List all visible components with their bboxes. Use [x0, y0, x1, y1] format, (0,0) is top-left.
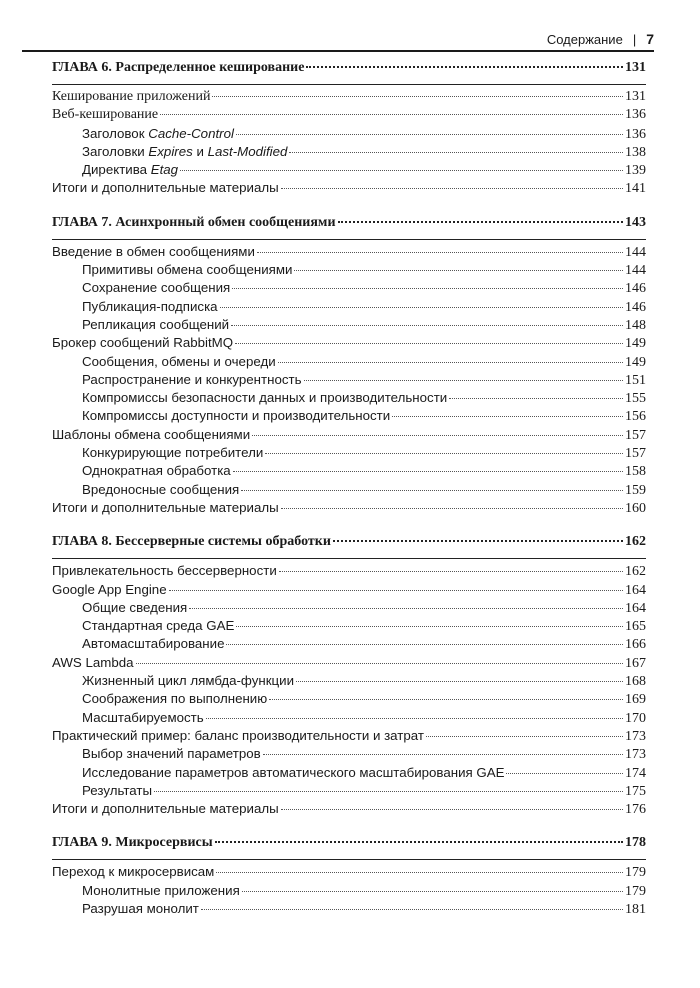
dot-leader [235, 343, 623, 344]
dot-leader [294, 270, 623, 271]
chapter-heading[interactable] [52, 215, 646, 235]
dot-leader [160, 114, 623, 115]
toc-subsection[interactable] [52, 162, 646, 180]
toc-subsection[interactable] [52, 390, 646, 408]
toc-section[interactable] [52, 107, 646, 125]
chapter-title: ГЛАВА 8. Бессерверные системы обработки [52, 534, 331, 550]
entry-title: Google App Engine [52, 581, 167, 597]
chapter-title: ГЛАВА 7. Асинхронный обмен сообщениями [52, 214, 336, 230]
dot-leader [154, 791, 623, 792]
dot-leader [242, 891, 623, 892]
entry-title: Выбор значений параметров [82, 746, 261, 762]
entry-page: 166 [625, 637, 646, 653]
entry-title: Итоги и дополнительные материалы [52, 801, 279, 817]
entry-title: Компромиссы доступности и производительности [82, 408, 391, 424]
toc-subsection[interactable] [52, 299, 646, 317]
dot-leader [216, 872, 623, 873]
dot-leader [169, 590, 623, 591]
toc-subsection[interactable] [52, 280, 646, 298]
entry-title: Компромиссы безопасности данных и производительности [82, 390, 448, 406]
entry-title-italic: Expires [148, 143, 193, 159]
toc-subsection[interactable] [52, 673, 646, 691]
entry-page: 144 [625, 244, 646, 260]
toc-subsection[interactable] [52, 765, 646, 783]
chapter-page: 143 [625, 214, 646, 230]
dot-leader [236, 134, 623, 135]
dot-leader [281, 809, 623, 810]
toc-section[interactable] [52, 500, 646, 518]
entry-page: 139 [625, 163, 646, 179]
toc-subsection[interactable] [52, 445, 646, 463]
entry-page: 176 [625, 802, 646, 818]
dot-leader [333, 540, 623, 542]
toc-section[interactable] [52, 728, 646, 746]
entry-title: Соображения по выполнению [82, 691, 268, 707]
page-number: 7 [646, 31, 654, 47]
entry-title: Сообщения, обмены и очереди [82, 353, 276, 369]
entry-page: 162 [625, 564, 646, 580]
toc-subsection[interactable] [52, 783, 646, 801]
entry-title [82, 144, 287, 159]
entry-title: Веб-кеширование [52, 107, 159, 123]
toc-section[interactable] [52, 89, 646, 107]
entry-page: 179 [625, 883, 646, 899]
toc-section[interactable] [52, 801, 646, 819]
entry-title: Автомасштабирование [82, 636, 225, 652]
toc-subsection[interactable] [52, 710, 646, 728]
entry-page: 149 [625, 354, 646, 370]
dot-leader [233, 471, 623, 472]
toc-subsection[interactable] [52, 126, 646, 144]
chapter-heading[interactable] [52, 835, 646, 855]
entry-page: 158 [625, 464, 646, 480]
entry-title: Кеширование приложений [52, 89, 211, 104]
dot-leader [269, 699, 623, 700]
dot-leader [304, 380, 623, 381]
entry-page: 165 [625, 619, 646, 635]
entry-page: 141 [625, 181, 646, 197]
entry-page: 175 [625, 783, 646, 799]
dot-leader [265, 453, 623, 454]
dot-leader [232, 288, 623, 289]
header-separator: | [632, 32, 637, 47]
entry-page: 157 [625, 427, 646, 443]
dot-leader [201, 909, 623, 910]
entry-page: 131 [625, 89, 646, 104]
entry-title: Брокер сообщений RabbitMQ [52, 335, 234, 351]
entry-page: 173 [625, 747, 646, 763]
dot-leader [226, 644, 623, 645]
dot-leader [241, 490, 623, 491]
dot-leader [506, 773, 623, 774]
toc-section[interactable] [52, 864, 646, 882]
toc-subsection[interactable] [52, 600, 646, 618]
toc-subsection[interactable] [52, 691, 646, 709]
entry-page: 156 [625, 409, 646, 425]
toc-section[interactable] [52, 427, 646, 445]
dot-leader [278, 362, 623, 363]
entry-title: Распространение и конкурентность [82, 371, 302, 387]
dot-leader [236, 626, 623, 627]
entry-title: Практический пример: баланс производительности и затрат [52, 727, 424, 743]
entry-title: Публикация-подписка [82, 298, 218, 314]
entry-page: 138 [625, 144, 646, 160]
entry-page: 167 [625, 655, 646, 671]
chapter-rule [52, 558, 646, 559]
entry-title: Сохранение сообщения [82, 280, 231, 296]
entry-title: Жизненный цикл лямбда-функции [82, 673, 294, 689]
entry-page: 146 [625, 299, 646, 315]
dot-leader [306, 66, 623, 68]
entry-title: Исследование параметров автоматического масштабирования GAE [82, 764, 505, 780]
chapter-rule [52, 239, 646, 240]
dot-leader [281, 508, 623, 509]
entry-page: 159 [625, 482, 646, 498]
entry-page: 168 [625, 674, 646, 690]
dot-leader [252, 435, 623, 436]
toc-subsection[interactable] [52, 618, 646, 636]
entry-title-italic: Etag [150, 162, 179, 178]
toc-subsection[interactable] [52, 636, 646, 654]
chapter-page: 131 [625, 60, 646, 75]
dot-leader [296, 681, 623, 682]
chapter-page: 178 [625, 835, 646, 851]
dot-leader [180, 170, 623, 171]
entry-title-part: и [192, 143, 208, 159]
chapter-gap [52, 819, 646, 835]
toc-section[interactable] [52, 335, 646, 353]
dot-leader [289, 152, 623, 153]
toc-subsection[interactable] [52, 482, 646, 500]
entry-page: 144 [625, 263, 646, 279]
toc-subsection[interactable] [52, 463, 646, 481]
dot-leader [212, 96, 623, 97]
toc-subsection[interactable] [52, 901, 646, 919]
entry-title: Репликация сообщений [82, 316, 230, 332]
toc-subsection[interactable] [52, 372, 646, 390]
dot-leader [206, 718, 623, 719]
entry-title: Введение в обмен сообщениями [52, 243, 255, 259]
entry-title-part: Директива [82, 162, 151, 178]
dot-leader [279, 571, 623, 572]
entry-title: Шаблоны обмена сообщениями [52, 426, 251, 442]
chapter-heading[interactable] [52, 60, 646, 80]
entry-page: 136 [625, 126, 646, 142]
entry-page: 173 [625, 728, 646, 744]
entry-title-italic: Last-Modified [207, 143, 288, 159]
entry-title [82, 162, 178, 177]
chapter-heading[interactable] [52, 534, 646, 554]
dot-leader [136, 663, 623, 664]
dot-leader [281, 188, 623, 189]
toc-subsection[interactable] [52, 408, 646, 426]
dot-leader [263, 754, 623, 755]
entry-title [82, 126, 234, 141]
entry-title: Привлекательность бессерверности [52, 563, 277, 579]
entry-title: Однократная обработка [82, 463, 231, 479]
dot-leader [215, 841, 623, 843]
toc-subsection[interactable] [52, 746, 646, 764]
dot-leader [220, 307, 623, 308]
toc-subsection[interactable] [52, 354, 646, 372]
dot-leader [449, 398, 623, 399]
dot-leader [189, 608, 623, 609]
entry-page: 164 [625, 600, 646, 616]
entry-title-italic: Cache-Control [148, 125, 234, 141]
entry-title-part: Заголовки [82, 143, 149, 159]
entry-title-part: Заголовок [82, 125, 149, 141]
toc-subsection[interactable] [52, 883, 646, 901]
entry-page: 174 [625, 765, 646, 781]
entry-title: Вредоносные сообщения [82, 481, 240, 497]
dot-leader [338, 221, 623, 223]
toc-subsection[interactable] [52, 317, 646, 335]
toc-section[interactable] [52, 655, 646, 673]
section-title: Содержание [546, 32, 623, 47]
entry-page: 136 [625, 107, 646, 123]
chapter-gap [52, 199, 646, 215]
entry-title: Монолитные приложения [82, 882, 240, 898]
entry-page: 149 [625, 336, 646, 352]
chapter-gap [52, 518, 646, 534]
entry-page: 169 [625, 692, 646, 708]
dot-leader [231, 325, 623, 326]
chapter-title: ГЛАВА 9. Микросервисы [52, 835, 213, 851]
entry-page: 164 [625, 582, 646, 598]
entry-page: 151 [625, 372, 646, 388]
dot-leader [392, 416, 623, 417]
toc-subsection[interactable] [52, 262, 646, 280]
entry-title: Переход к микросервисам [52, 864, 215, 880]
running-header [22, 28, 654, 52]
entry-page: 155 [625, 391, 646, 407]
toc-section[interactable] [52, 563, 646, 581]
toc-subsection[interactable] [52, 144, 646, 162]
table-of-contents [52, 60, 646, 919]
chapter-rule [52, 859, 646, 860]
chapter-page: 162 [625, 534, 646, 550]
entry-page: 146 [625, 281, 646, 297]
entry-title: Конкурирующие потребители [82, 445, 264, 461]
entry-page: 157 [625, 446, 646, 462]
entry-title: Итоги и дополнительные материалы [52, 180, 279, 196]
entry-page: 160 [625, 500, 646, 516]
entry-title: AWS Lambda [52, 654, 134, 670]
entry-title: Разрушая монолит [82, 900, 199, 916]
entry-page: 170 [625, 710, 646, 726]
chapter-rule [52, 84, 646, 85]
entry-page: 148 [625, 317, 646, 333]
toc-section[interactable] [52, 244, 646, 262]
toc-section[interactable] [52, 180, 646, 198]
dot-leader [257, 252, 623, 253]
dot-leader [426, 736, 623, 737]
entry-title: Результаты [82, 782, 153, 798]
entry-title: Итоги и дополнительные материалы [52, 499, 279, 515]
toc-section[interactable] [52, 582, 646, 600]
entry-title: Стандартная среда GAE [82, 618, 235, 634]
entry-page: 181 [625, 901, 646, 917]
entry-title: Масштабируемость [82, 709, 204, 725]
entry-title: Общие сведения [82, 599, 188, 615]
chapter-title: ГЛАВА 6. Распределенное кеширование [52, 60, 305, 75]
entry-page: 179 [625, 865, 646, 881]
entry-title: Примитивы обмена сообщениями [82, 262, 293, 278]
